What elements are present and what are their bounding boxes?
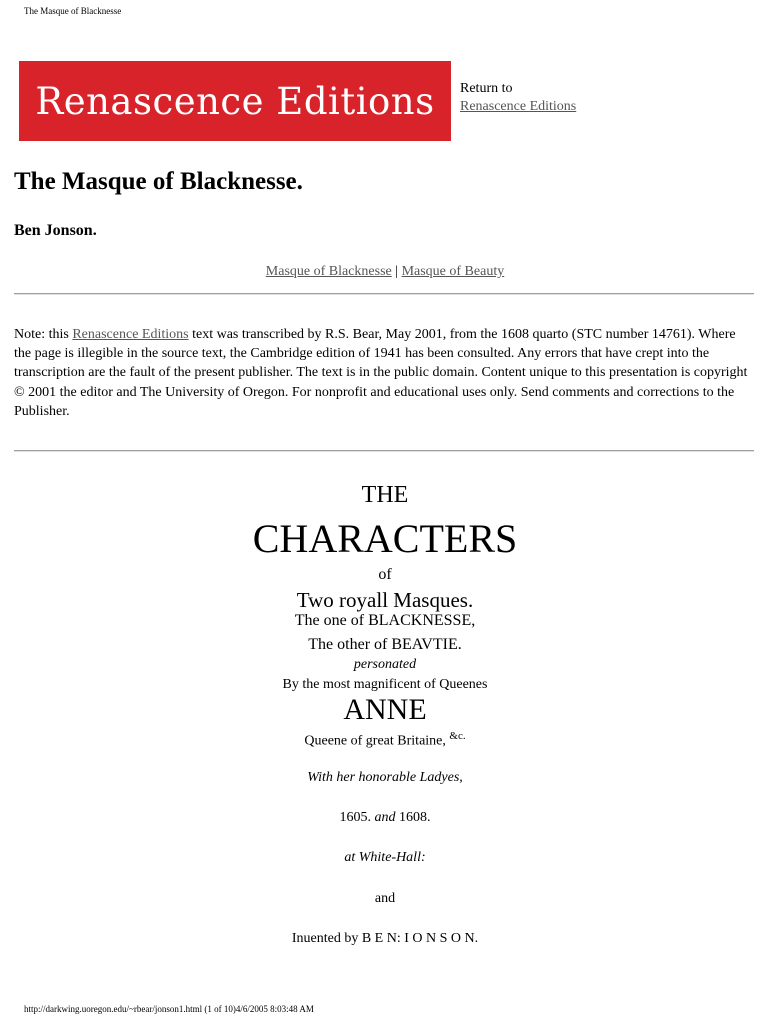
title-page-years <box>0 810 770 826</box>
nav-separator: | <box>395 264 399 279</box>
title-page-two-masques: Two royall Masques. <box>296 588 474 612</box>
masque-of-beauty-link[interactable]: Masque of Beauty <box>401 264 505 279</box>
title-page-blacknesse: The one of BLACKNESSE, <box>294 612 476 629</box>
title-page-ladyes: With her honorable Ladyes, <box>307 770 463 785</box>
title-page-beavtie: The other of BEAVTIE. <box>308 636 462 653</box>
year-1605: 1605. <box>339 810 375 825</box>
author: Ben Jonson. <box>14 222 97 239</box>
queene-etc: &c. <box>449 730 466 742</box>
title-page-and: and <box>374 891 396 906</box>
print-footer: http://darkwing.uoregon.edu/~rbear/jonson1.html (1 of 10)4/6/2005 8:03:48 AM <box>24 1004 314 1014</box>
title-page-personated: personated <box>353 657 417 672</box>
transcription-note <box>14 325 754 421</box>
logo-text: Renascence Editions <box>35 79 435 123</box>
renascence-editions-logo[interactable] <box>19 61 451 141</box>
title-page-inuented: Inuented by B E N: I O N S O N. <box>291 931 479 946</box>
title-page-queene <box>0 730 770 750</box>
return-block <box>460 80 576 116</box>
note-renascence-link[interactable]: Renascence Editions <box>72 327 189 342</box>
return-to-label: Return to <box>460 81 513 96</box>
title-page-of: of <box>378 566 392 583</box>
year-and: and <box>374 810 396 825</box>
year-1608: 1608. <box>395 810 431 825</box>
note-body: text was transcribed by R.S. Bear, May 2001, from the 1608 quarto (STC number 14761). Where the page is illegible in the source text, the Cambridge edition of 1941 has been consulted. Any errors that have crept into the transcription are the fault of the present publisher. The text is in the public domain. Content unique to this presentation is copyright © 2001 the editor and The University of Oregon. For nonprofit and educational uses only. Send comments and corrections to the Publisher. <box>14 327 748 419</box>
note-prefix: Note: this <box>14 327 73 342</box>
divider-top <box>14 293 754 295</box>
title-page-by-queenes: By the most magnificent of Queenes <box>282 677 488 692</box>
divider-bottom <box>14 450 754 452</box>
print-header: The Masque of Blacknesse <box>24 6 122 16</box>
return-renascence-link[interactable]: Renascence Editions <box>460 99 577 114</box>
queene-text: Queene of great Britaine, <box>304 733 450 749</box>
title-page-characters: CHARACTERS <box>252 516 518 561</box>
masque-of-blacknesse-link[interactable]: Masque of Blacknesse <box>265 264 392 279</box>
title-page-the: THE <box>361 482 409 508</box>
page-title: The Masque of Blacknesse. <box>14 168 303 195</box>
title-page-white-hall: at White-Hall: <box>344 850 426 865</box>
masque-nav <box>0 264 770 280</box>
title-page-anne: ANNE <box>343 693 427 726</box>
